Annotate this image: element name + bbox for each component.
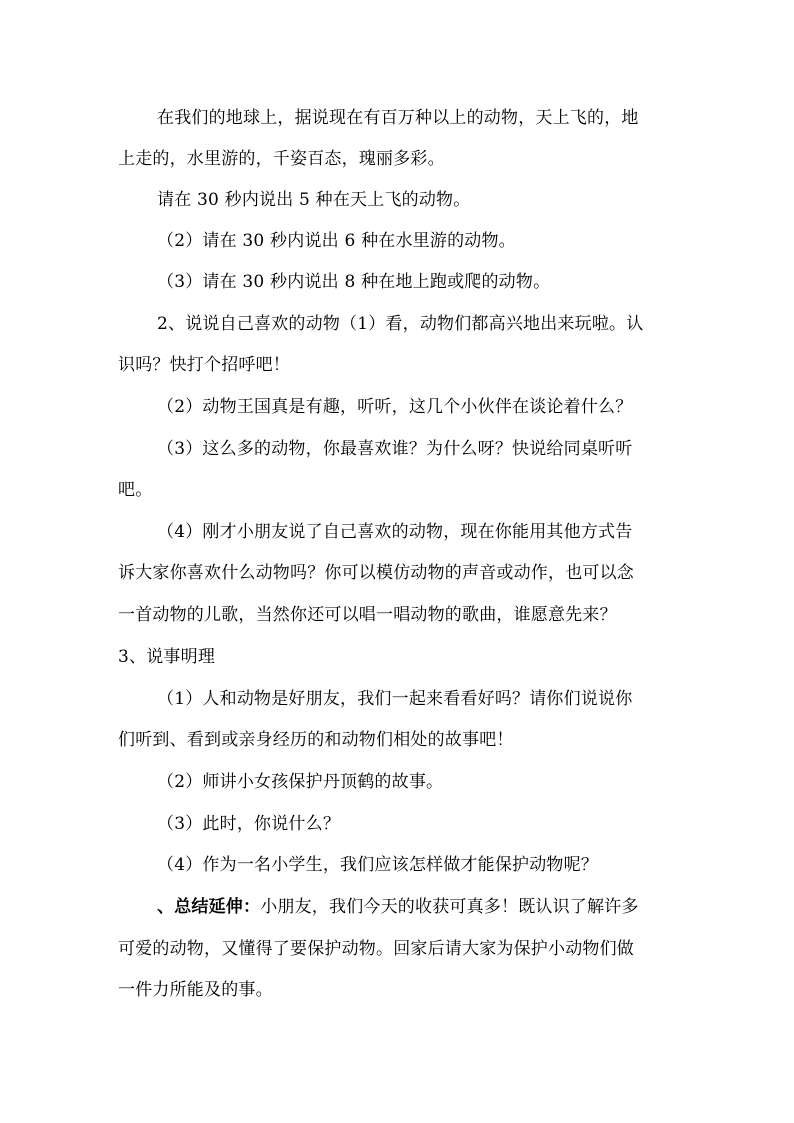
paragraph-line: 吧。 [118, 480, 153, 500]
paragraph-line: 2、说说自己喜欢的动物（1）看，动物们都高兴地出来玩啦。认 [157, 314, 644, 334]
paragraph-line: （4）刚才小朋友说了自己喜欢的动物，现在你能用其他方式告 [157, 522, 633, 542]
summary-text: 小朋友，我们今天的收获可真多！既认识了解许多 [260, 897, 639, 917]
paragraph-line: （3）此时，你说什么？ [157, 814, 341, 834]
paragraph-line: 在我们的地球上，据说现在有百万种以上的动物，天上飞的，地 [157, 108, 639, 128]
paragraph-line: 们听到、看到或亲身经历的和动物们相处的故事吧！ [118, 730, 514, 750]
section-heading: 3、说事明理 [118, 647, 216, 667]
paragraph-line: （3）请在 30 秒内说出 8 种在地上跑或爬的动物。 [157, 272, 551, 292]
paragraph-line: （4）作为一名小学生，我们应该怎样做才能保护动物呢？ [157, 855, 599, 875]
summary-line [157, 895, 639, 919]
paragraph-line: （1）人和动物是好朋友，我们一起来看看好吗？请你们说说你 [157, 689, 633, 709]
paragraph-line: （3）这么多的动物，你最喜欢谁？为什么呀？快说给同桌听听 [157, 439, 633, 459]
summary-label: 、总结延伸： [157, 897, 261, 917]
paragraph-line: 上走的，水里游的，千姿百态，瑰丽多彩。 [118, 149, 445, 169]
paragraph-line: 一件力所能及的事。 [118, 980, 273, 1000]
paragraph-line: 请在 30 秒内说出 5 种在天上飞的动物。 [157, 190, 471, 210]
paragraph-line: 可爱的动物，又懂得了要保护动物。回家后请大家为保护小动物们做 [118, 939, 634, 959]
paragraph-line: （2）请在 30 秒内说出 6 种在水里游的动物。 [157, 231, 516, 251]
paragraph-line: 识吗？快打个招呼吧！ [118, 355, 290, 375]
paragraph-line: （2）师讲小女孩保护丹顶鹤的故事。 [157, 772, 444, 792]
paragraph-line: 一首动物的儿歌，当然你还可以唱一唱动物的歌曲，谁愿意先来？ [118, 605, 617, 625]
paragraph-line: 诉大家你喜欢什么动物吗？你可以模仿动物的声音或动作，也可以念 [118, 563, 634, 583]
paragraph-line: （2）动物王国真是有趣，听听，这几个小伙伴在谈论着什么？ [157, 397, 633, 417]
